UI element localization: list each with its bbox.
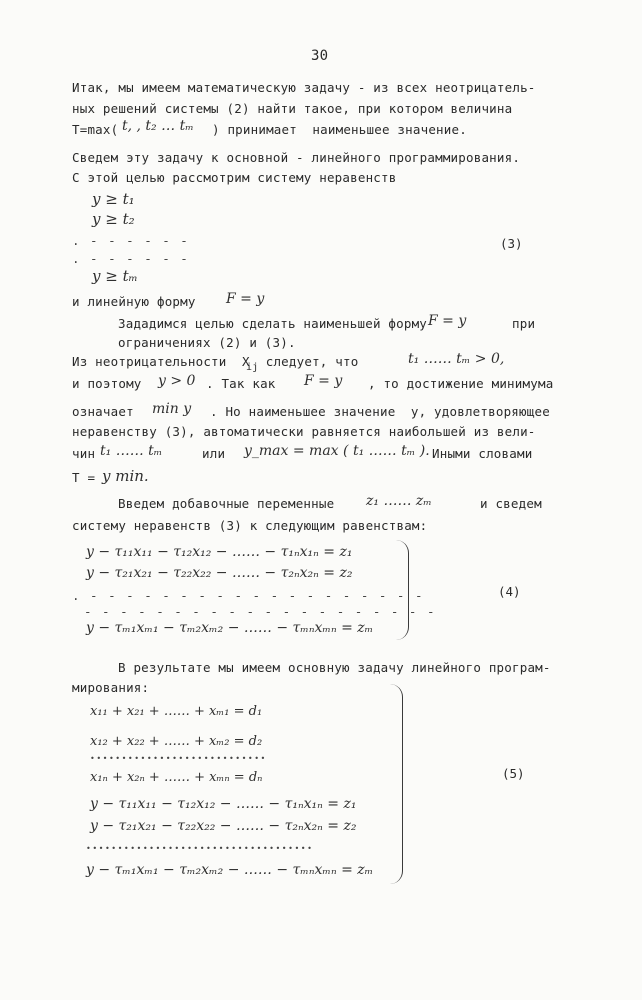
text-line: следует, что xyxy=(258,354,359,369)
ellipsis-dashes: . - - - - - - xyxy=(72,251,190,266)
handwritten-formula: t₁ …… tₘ xyxy=(100,443,163,459)
handwritten-formula: min y xyxy=(152,401,192,417)
text-line: Итак, мы имеем математическую задачу - из всех неотрицатель- xyxy=(72,80,536,95)
equation-row: y − τₘ₁xₘ₁ − τₘ₂xₘ₂ − …… − τₘₙxₘₙ = zₘ xyxy=(86,620,374,636)
equation-row: y − τₘ₁xₘ₁ − τₘ₂xₘ₂ − …… − τₘₙxₘₙ = zₘ xyxy=(86,862,374,878)
handwritten-formula: F = y xyxy=(304,373,343,389)
ellipsis-dashes: . - - - - - - xyxy=(72,233,190,248)
text-line: ) принимает наименьшее значение. xyxy=(212,122,467,137)
handwritten-formula: y min. xyxy=(102,467,149,485)
text-line: неравенству (3), автоматически равняется наибольшей из вели- xyxy=(72,424,536,439)
text-line: . Но наименьшее значение y, удовлетворяющее xyxy=(210,404,550,419)
handwritten-formula: y_max = max ( t₁ …… tₘ ). xyxy=(244,443,430,459)
equation-number: (4) xyxy=(498,584,521,599)
equation-row: y − τ₁₁x₁₁ − τ₁₂x₁₂ − …… − τ₁ₙx₁ₙ = z₁ xyxy=(86,544,353,560)
text-line: Введем добавочные переменные xyxy=(118,496,335,511)
text-line: Сведем эту задачу к основной - линейного программирования. xyxy=(72,150,521,165)
ellipsis-dots: •••••••••••••••••••••••••••••••••••• xyxy=(86,844,314,853)
equation-row: y − τ₂₁x₂₁ − τ₂₂x₂₂ − …… − τ₂ₙx₂ₙ = z₂ xyxy=(86,565,353,581)
text-line: или xyxy=(202,446,226,461)
text-line: означает xyxy=(72,404,134,419)
equation-row: x₁ₙ + x₂ₙ + …… + xₘₙ = dₙ xyxy=(90,770,263,785)
text-line: . Так как xyxy=(206,376,276,391)
inequality-row: y ≥ t₂ xyxy=(92,210,135,228)
handwritten-formula: t₁ …… tₘ > 0, xyxy=(408,351,505,367)
ellipsis-dashes: - - - - - - - - - - - - - - - - - - - - xyxy=(84,604,436,619)
handwritten-formula: F = y xyxy=(226,291,265,307)
equation-row: y − τ₁₁x₁₁ − τ₁₂x₁₂ − …… − τ₁ₙx₁ₙ = z₁ xyxy=(90,796,357,812)
text-line: чин xyxy=(72,446,96,461)
ellipsis-dashes: . - - - - - - - - - - - - - - - - - - - xyxy=(72,588,424,603)
equation-row: x₁₁ + x₂₁ + …… + xₘ₁ = d₁ xyxy=(90,704,263,719)
text-line: при xyxy=(512,316,536,331)
subscript: ij xyxy=(246,362,259,373)
equation-row: x₁₂ + x₂₂ + …… + xₘ₂ = d₂ xyxy=(90,734,263,749)
text-line: систему неравенств (3) к следующим равенствам: xyxy=(72,518,428,533)
equation-number: (3) xyxy=(500,236,523,251)
text-line: T = xyxy=(72,470,96,485)
text-line: С этой целью рассмотрим систему неравенств xyxy=(72,170,397,185)
text-line: и линейную форму xyxy=(72,294,196,309)
text-line: Иными словами xyxy=(432,446,533,461)
text-line: мирования: xyxy=(72,680,150,695)
text-line: ограничениях (2) и (3). xyxy=(118,335,296,350)
equation-row: y − τ₂₁x₂₁ − τ₂₂x₂₂ − …… − τ₂ₙx₂ₙ = z₂ xyxy=(90,818,357,834)
system-brace xyxy=(396,540,409,640)
inequality-row: y ≥ tₘ xyxy=(92,267,138,285)
text-line: В результате мы имеем основную задачу линейного програм- xyxy=(118,660,551,675)
handwritten-formula: y > 0 xyxy=(158,373,196,389)
text-line: ных решений системы (2) найти такое, при котором величина xyxy=(72,101,513,116)
text-line: T=max( xyxy=(72,122,119,137)
handwritten-formula: t, , t₂ … tₘ xyxy=(122,118,194,134)
equation-number: (5) xyxy=(502,766,525,781)
text-line: и поэтому xyxy=(72,376,142,391)
text-line: Зададимся целью сделать наименьшей форму xyxy=(118,316,428,331)
system-brace xyxy=(390,684,403,884)
page-number: 30 xyxy=(311,48,329,64)
handwritten-formula: F = y xyxy=(428,313,467,329)
handwritten-formula: z₁ …… zₘ xyxy=(366,493,432,509)
text-line: и сведем xyxy=(480,496,542,511)
text-line: Из неотрицательности X xyxy=(72,354,250,369)
text-line: , то достижение минимума xyxy=(368,376,554,391)
inequality-row: y ≥ t₁ xyxy=(92,190,135,208)
ellipsis-dots: •••••••••••••••••••••••••••• xyxy=(90,754,267,763)
